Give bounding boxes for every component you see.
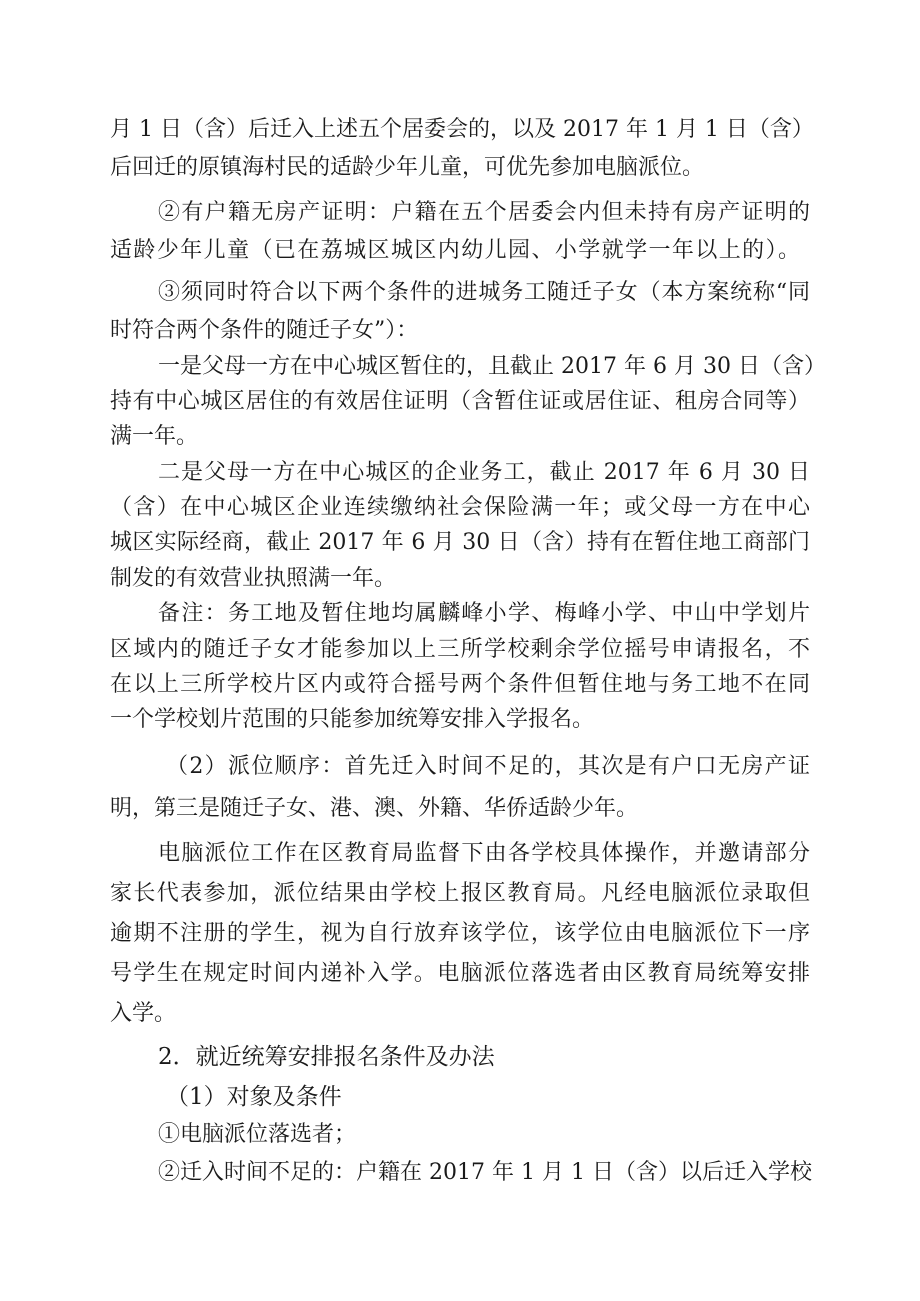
text-line: 号学生在规定时间内递补入学。电脑派位落选者由区教育局统筹安排 bbox=[110, 961, 810, 986]
text-line: 持有中心城区居住的有效居住证明（含暂住证或居住证、租房合同等） bbox=[110, 389, 810, 414]
text-line: （含）在中心城区企业连续缴纳社会保险满一年；或父母一方在中心 bbox=[110, 495, 810, 520]
text-line: 制发的有效营业执照满一年。 bbox=[110, 566, 397, 591]
text-line: 入学。 bbox=[110, 1001, 177, 1026]
subsection-heading: （1）对象及条件 bbox=[166, 1084, 342, 1110]
section-heading: 2．就近统筹安排报名条件及办法 bbox=[158, 1044, 495, 1070]
text-line: ①电脑派位落选者； bbox=[158, 1122, 357, 1147]
text-line: 月 1 日（含）后迁入上述五个居委会的，以及 2017 年 1 月 1 日（含） bbox=[110, 117, 814, 142]
text-line: 家长代表参加，派位结果由学校上报区教育局。凡经电脑派位录取但 bbox=[110, 881, 810, 906]
text-line: 区域内的随迁子女才能参加以上三所学校剩余学位摇号申请报名，不 bbox=[110, 637, 810, 662]
text-line: 适龄少年儿童（已在荔城区城区内幼儿园、小学就学一年以上的）。 bbox=[110, 238, 800, 263]
text-line: ②迁入时间不足的：户籍在 2017 年 1 月 1 日（含）以后迁入学校 bbox=[158, 1160, 812, 1185]
text-line: 备注：务工地及暂住地均属麟峰小学、梅峰小学、中山中学划片 bbox=[158, 601, 810, 626]
text-line: 在以上三所学校片区内或符合摇号两个条件但暂住地与务工地不在同 bbox=[110, 672, 810, 697]
text-line: 满一年。 bbox=[110, 424, 199, 449]
text-line: （2）派位顺序：首先迁入时间不足的，其次是有户口无房产证 bbox=[166, 754, 810, 779]
text-line: 明，第三是随迁子女、港、澳、外籍、华侨适龄少年。 bbox=[110, 796, 639, 821]
text-line: 电脑派位工作在区教育局监督下由各学校具体操作，并邀请部分 bbox=[158, 841, 810, 866]
text-line: ②有户籍无房产证明：户籍在五个居委会内但未持有房产证明的 bbox=[158, 200, 810, 225]
text-line: 二是父母一方在中心城区的企业务工，截止 2017 年 6 月 30 日 bbox=[158, 460, 810, 485]
text-line: 一个学校划片范围的只能参加统筹安排入学报名。 bbox=[110, 707, 595, 732]
text-line: 后回迁的原镇海村民的适龄少年儿童，可优先参加电脑派位。 bbox=[110, 155, 705, 180]
text-line: 一是父母一方在中心城区暂住的，且截止 2017 年 6 月 30 日（含） bbox=[158, 354, 826, 379]
text-line: 逾期不注册的学生，视为自行放弃该学位，该学位由电脑派位下一序 bbox=[110, 921, 810, 946]
text-line: ③须同时符合以下两个条件的进城务工随迁子女（本方案统称“同 bbox=[158, 280, 810, 305]
text-line: 城区实际经商，截止 2017 年 6 月 30 日（含）持有在暂住地工商部门 bbox=[110, 530, 810, 555]
text-line: 时符合两个条件的随迁子女”）： bbox=[110, 318, 419, 343]
